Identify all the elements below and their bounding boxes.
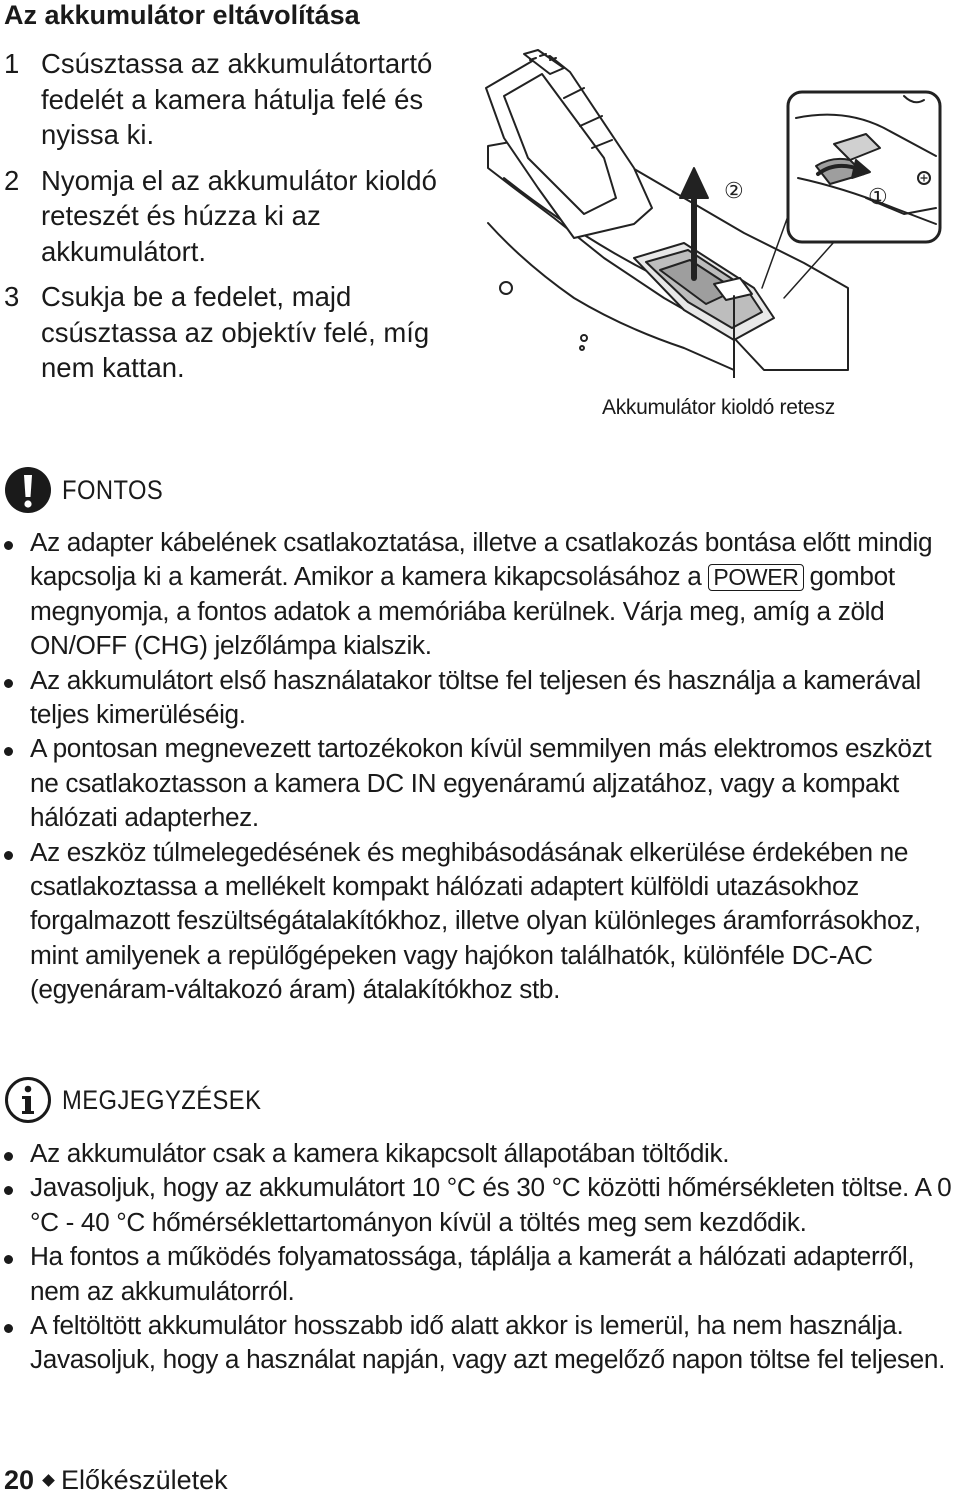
- step-text: Nyomja el az akkumulátor kioldó reteszét és húzza ki az akkumulátort.: [41, 164, 437, 267]
- illustration-caption: Akkumulátor kioldó retesz: [602, 396, 835, 419]
- step-item: [0, 46, 480, 153]
- bullet-dot: [4, 541, 13, 550]
- list-item-text: A pontosan megnevezett tartozékokon kívül semmilyen más elektromos eszközt ne csatlakoztasson a kamera DC IN egyenáramú aljzatához, vagy a kompakt hálózati adapterhez.: [30, 733, 932, 833]
- page-title: Az akkumulátor eltávolítása: [4, 0, 360, 30]
- list-item: [0, 1308, 960, 1377]
- step-item: [0, 279, 480, 386]
- step-number: 1: [4, 48, 20, 79]
- step-list: [0, 46, 480, 396]
- bullet-dot: [4, 1152, 13, 1161]
- exclamation-icon: [4, 466, 52, 514]
- notes-list: [0, 1136, 960, 1377]
- list-item: [0, 1239, 960, 1308]
- list-item: [0, 1136, 960, 1170]
- list-item: [0, 663, 960, 732]
- list-item: [0, 731, 960, 834]
- list-item-text: gombot megnyomja, a fontos adatok a memóriába kerülnek. Várja meg, amíg a zöld ON/OFF (CHG) jelzőlámpa kialszik.: [30, 561, 895, 661]
- list-item-text: Az akkumulátort első használatakor töltse fel teljesen és használja a kamerával teljes kimerüléséig.: [30, 664, 921, 730]
- list-item-text: Ha fontos a működés folyamatossága, táplálja a kamerát a hálózati adapterről, nem az akkumulátorról.: [30, 1241, 915, 1306]
- important-list: [0, 525, 960, 1007]
- section-name: Előkészületek: [61, 1465, 228, 1495]
- page-number: 20: [4, 1465, 35, 1495]
- list-item-text: Az akkumulátor csak a kamera kikapcsolt állapotában töltődik.: [30, 1138, 730, 1168]
- list-item: [0, 835, 960, 1007]
- notes-header: [4, 1076, 344, 1126]
- important-heading: FONTOS: [62, 475, 164, 505]
- list-item-text: Az eszköz túlmelegedésének és meghibásodásának elkerülése érdekében ne csatlakoztassa a mellékelt kompakt hálózati adaptert külföldi utazásokhoz forgalmazott feszültségátalakítókhoz, illetve olyan különleges áramforrásokhoz, mint amilyenek a repülőgépeken vagy hajókon találhatók, különféle DC-AC (egyenáram-váltakozó áram) átalakítókhoz stb.: [30, 836, 921, 1005]
- bullet-dot: [4, 747, 13, 756]
- step-marker-1: ①: [868, 184, 888, 209]
- step-text: Csukja be a fedelet, majd csúsztassa az objektív felé, míg nem kattan.: [41, 281, 430, 383]
- bullet-dot: [4, 1255, 13, 1264]
- bullet-dot: [4, 679, 13, 688]
- list-item-text: Javasoljuk, hogy az akkumulátort 10 °C és 30 °C közötti hőmérsékleten töltse. A 0 °C - 40 °C hőmérséklettartományon kívül a töltés meg sem kezdődik.: [30, 1172, 952, 1237]
- diamond-separator-icon: [42, 1474, 55, 1487]
- step-item: [0, 163, 480, 270]
- bullet-dot: [4, 1324, 13, 1333]
- important-header: [4, 466, 304, 516]
- list-item: [0, 525, 960, 663]
- step-number: 2: [4, 164, 20, 196]
- step-number: 3: [4, 281, 20, 312]
- step-marker-2: ②: [724, 178, 744, 203]
- list-item-text: A feltöltött akkumulátor hosszabb idő alatt akkor is lemerül, ha nem használja. Javasoljuk, hogy a használat napján, vagy azt megelőző napon töltse fel teljesen.: [30, 1310, 946, 1375]
- list-item: [0, 1170, 960, 1239]
- battery-removal-illustration: [484, 48, 944, 378]
- power-button-label: POWER: [708, 564, 803, 591]
- notes-heading: MEGJEGYZÉSEK: [62, 1085, 262, 1115]
- list-item-text: Az adapter kábelének csatlakoztatása, illetve a csatlakozás bontása előtt mindig kapcsolja ki a kamerát. Amikor a kamera kikapcsolásához a: [30, 527, 933, 592]
- step-text: Csúsztassa az akkumulátortartó fedelét a kamera hátulja felé és nyissa ki.: [41, 48, 433, 150]
- bullet-dot: [4, 1186, 13, 1195]
- info-icon: [4, 1076, 52, 1124]
- page-footer: [4, 1463, 228, 1497]
- bullet-dot: [4, 851, 13, 860]
